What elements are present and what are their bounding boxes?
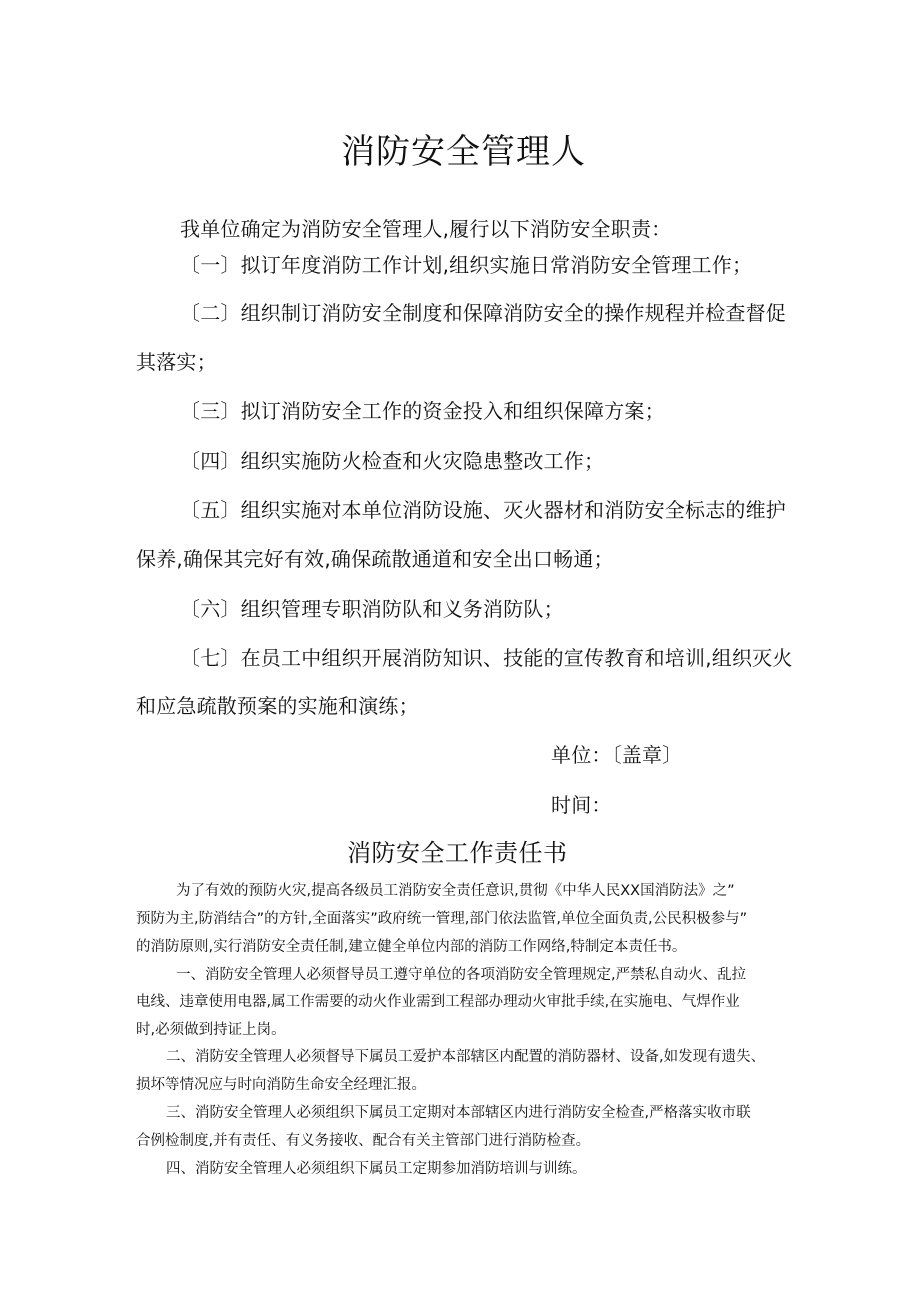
- duty-item-3: 〔三〕拟订消防安全工作的资金投入和组织保障方案；: [180, 399, 665, 423]
- unit-seal-label: 单位：〔盖章〕: [551, 743, 683, 767]
- responsibility-title: 消防安全工作责任书: [347, 839, 568, 867]
- clause-1-line3: 时,必须做到持证上岗。: [136, 1022, 286, 1038]
- duty-item-7-line2: 和应急疏散预案的实施和演练；: [136, 694, 419, 718]
- duty-item-5-line1: 〔五〕组织实施对本单位消防设施、灭火器材和消防安全标志的维护: [180, 498, 786, 522]
- duty-item-7-line1: 〔七〕在员工中组织开展消防知识、技能的宣传教育和培训,组织灭火: [180, 646, 793, 670]
- clause-3-line1: 三、消防安全管理人必须组织下属员工定期对本部辖区内进行消防安全检查,严格落实收市联: [166, 1105, 751, 1121]
- duty-item-5-line2: 保养,确保其完好有效,确保疏散通道和安全出口畅通；: [136, 547, 614, 571]
- intro-text: 我单位确定为消防安全管理人,履行以下消防安全职责：: [180, 217, 672, 241]
- clause-1-line2: 电线、违章使用电器,属工作需要的动火作业需到工程部办理动火审批手续,在实施电、气焊作业: [136, 994, 740, 1010]
- resp-intro-line3: 的消防原则,实行消防安全责任制,建立健全单位内部的消防工作网络,特制定本责任书。: [136, 939, 687, 955]
- duty-item-1: 〔一〕拟订年度消防工作计划,组织实施日常消防安全管理工作；: [180, 253, 753, 277]
- time-label: 时间：: [551, 793, 612, 817]
- clause-2-line1: 二、消防安全管理人必须督导下属员工爱护本部辖区内配置的消防器材、设备,如发现有遗失、: [166, 1049, 766, 1065]
- clause-3-line2: 合例检制度,并有责任、有义务接收、配合有关主管部门进行消防检查。: [136, 1133, 591, 1149]
- duty-item-2-line1: 〔二〕组织制订消防安全制度和保障消防安全的操作规程并检查督促: [180, 301, 786, 325]
- duty-item-2-line2: 其落实；: [136, 350, 217, 374]
- duty-item-4: 〔四〕组织实施防火检查和火灾隐患整改工作；: [180, 449, 605, 473]
- clause-1-line1: 一、消防安全管理人必须督导员工遵守单位的各项消防安全管理规定,严禁私自动火、乱拉: [176, 967, 747, 983]
- resp-intro-line2: 预防为主,防消结合”的方针,全面落实”政府统一管理,部门依法监管,单位全面负责,公民积极参与”: [136, 911, 748, 927]
- resp-intro-line1: 为了有效的预防火灾,提高各级员工消防安全责任意识,贯彻《中华人民XX国消防法》之”: [176, 883, 735, 899]
- doc-title: 消防安全管理人: [341, 132, 586, 172]
- clause-4: 四、消防安全管理人必须组织下属员工定期参加消防培训与训练。: [166, 1161, 587, 1177]
- duty-item-6: 〔六〕组织管理专职消防队和义务消防队；: [180, 597, 564, 621]
- clause-2-line2: 损坏等情况应与时向消防生命安全经理汇报。: [136, 1077, 426, 1093]
